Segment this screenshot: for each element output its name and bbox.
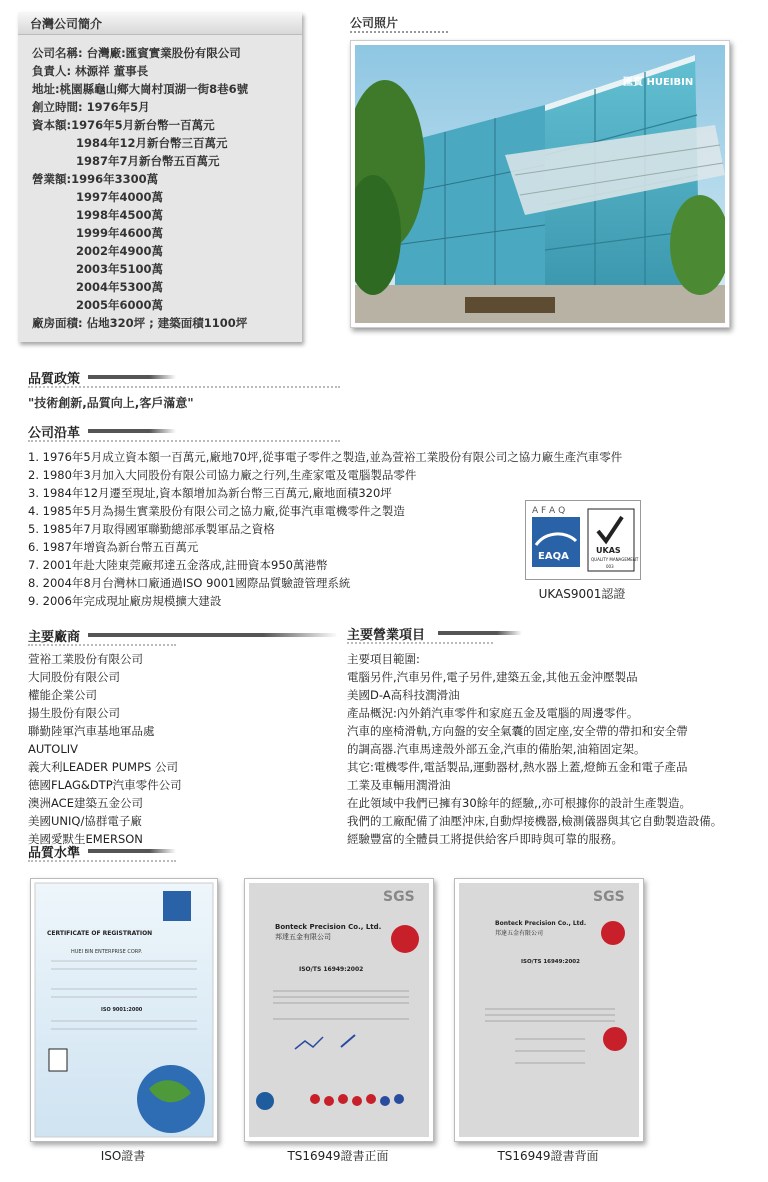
brief-row: 2005年6000萬	[76, 298, 164, 312]
history-item: 4. 1985年5月為揚生實業股份有限公司之協力廠,從事汽車電機零件之製造	[28, 504, 405, 518]
customers-title: 主要廠商	[28, 630, 81, 645]
history-item: 7. 2001年赴大陸東莞廠邦達五金落成,註冊資本950萬港幣	[28, 558, 328, 572]
afaq-ukas-mark	[526, 501, 640, 579]
customer-item: 權能企業公司	[28, 688, 97, 702]
history-item: 8. 2004年8月台灣林口廠通過ISO 9001國際品質驗證管理系統	[28, 576, 351, 590]
eaqa-text: EAQA	[538, 551, 569, 562]
brief-title: 台灣公司簡介	[30, 17, 103, 31]
ts-back-caption: TS16949證書背面	[497, 1149, 599, 1163]
business-line: 我們的工廠配備了油壓沖床,自動焊接機器,檢測儀器與其它自動製造設備。	[347, 814, 723, 828]
customer-item: 義大利LEADER PUMPS 公司	[28, 760, 178, 774]
ts16949-back-image	[455, 879, 643, 1141]
brief-row: 營業額:1996年3300萬	[32, 172, 159, 186]
business-line: 汽車的座椅滑軌,方向盤的安全氣囊的固定座,安全帶的帶扣和安全帶	[347, 724, 688, 738]
ukas-text: UKAS	[596, 546, 621, 555]
brief-row: 公司名稱: 台灣廠:匯賓實業股份有限公司	[32, 46, 241, 60]
history-title-bar	[88, 429, 176, 433]
history-item: 2. 1980年3月加入大同股份有限公司協力廠之行列,生產家電及電腦製品零件	[28, 468, 417, 482]
history-item: 6. 1987年增資為新台幣五百萬元	[28, 540, 199, 554]
sgs-logo-text: SGS	[383, 889, 415, 905]
iso-cert-caption: ISO證書	[100, 1149, 146, 1163]
customer-item: 美國UNIQ/協群電子廠	[28, 814, 142, 828]
business-line: 在此領域中我們已擁有30餘年的經驗,,亦可根據你的設計生產製造。	[347, 796, 691, 810]
business-line: 產品概況:內外銷汽車零件和家庭五金及電腦的周邊零件。	[347, 706, 639, 720]
ts-front-standard: ISO/TS 16949:2002	[299, 966, 364, 973]
customers-title-bar	[88, 633, 338, 637]
brief-row: 2002年4900萬	[76, 244, 164, 258]
policy-text: "技術創新,品質向上,客戶滿意"	[28, 396, 194, 410]
ts-back-company-cn: 邦達五金有限公司	[495, 930, 544, 937]
history-divider	[28, 440, 340, 442]
iso-cert-standard: ISO 9001:2000	[101, 1007, 143, 1013]
business-line: 工業及車輛用潤滑油	[347, 778, 451, 792]
customer-item: 揚生股份有限公司	[28, 706, 120, 720]
ts16949-front-certificate	[244, 878, 434, 1142]
ts16949-front-image	[245, 879, 433, 1141]
company-brief-panel	[18, 12, 302, 342]
policy-title-bar	[88, 375, 176, 379]
brief-row: 負責人: 林源祥 董事長	[32, 64, 149, 78]
company-building-photo	[355, 45, 725, 323]
customer-item: 德國FLAG&DTP汽車零件公司	[28, 778, 182, 792]
customers-list	[28, 650, 182, 848]
afaq-text: A F A Q	[532, 506, 566, 516]
brief-row: 2004年5300萬	[76, 280, 164, 294]
brief-row: 1984年12月新台幣三百萬元	[76, 136, 228, 150]
customer-item: 聯勤陸軍汽車基地軍品處	[28, 724, 155, 738]
sgs-logo-text: SGS	[593, 889, 625, 905]
quality-title: 品質水準	[28, 846, 81, 861]
business-line: 主要項目範圍:	[347, 652, 420, 666]
business-line: 電腦另件,汽車另件,電子另件,建築五金,其他五金沖壓製品	[347, 670, 638, 684]
brief-row: 創立時間: 1976年5月	[32, 100, 150, 114]
history-title: 公司沿革	[28, 426, 81, 441]
business-list	[347, 650, 722, 848]
history-item: 3. 1984年12月遷至現址,資本額增加為新台幣三百萬元,廠地面積320坪	[28, 486, 392, 500]
iso-cert-heading: CERTIFICATE OF REGISTRATION	[47, 930, 153, 937]
iso-certificate-image	[31, 879, 217, 1141]
customers-divider	[28, 644, 176, 646]
business-title: 主要營業項目	[347, 628, 426, 643]
customer-item: AUTOLIV	[28, 742, 79, 756]
brief-row: 1997年4000萬	[76, 190, 164, 204]
quality-divider	[28, 860, 176, 862]
business-line: 其它:電機零件,電話製品,運動器材,熱水器上蓋,燈飾五金和電子產品	[347, 760, 688, 774]
policy-divider	[28, 386, 340, 388]
customer-item: 萱裕工業股份有限公司	[28, 652, 143, 666]
ukas-logo	[525, 500, 641, 580]
business-divider	[347, 642, 493, 644]
brief-row: 資本額:1976年5月新台幣一百萬元	[32, 118, 215, 132]
photo-title: 公司照片	[350, 16, 399, 30]
photo-title-divider	[350, 31, 448, 33]
ts-front-company: Bonteck Precision Co., Ltd.	[275, 923, 382, 931]
business-line: 的調高器.汽車馬達殼外部五金,汽車的備胎架,油箱固定架。	[347, 742, 646, 756]
building-sign: 匯賓 HUEIBIN	[623, 77, 694, 88]
ukas-num: 003	[606, 564, 614, 569]
brief-row: 1987年7月新台幣五百萬元	[76, 154, 220, 168]
customer-item: 大同股份有限公司	[28, 670, 120, 684]
customer-item: 美國愛默生EMERSON	[28, 832, 143, 846]
iso-cert-company: HUEI BIN ENTERPRISE CORP.	[71, 949, 143, 955]
brief-row: 1998年4500萬	[76, 208, 164, 222]
ts-front-caption: TS16949證書正面	[287, 1149, 389, 1163]
brief-rows	[32, 44, 248, 332]
history-item: 1. 1976年5月成立資本額一百萬元,廠地70坪,從事電子零件之製造,並為萱裕工業股份有限公司之協力廠生產汽車零件	[28, 450, 623, 464]
customer-item: 澳洲ACE建築五金公司	[28, 796, 143, 810]
brief-row: 地址:桃園縣龜山鄉大崗村頂湖一街8巷6號	[32, 82, 249, 96]
history-item: 9. 2006年完成現址廠房規模擴大建設	[28, 594, 222, 608]
iso-certificate	[30, 878, 218, 1142]
ukas-sub: QUALITY MANAGEMENT	[591, 557, 639, 562]
brief-tab	[18, 12, 302, 35]
history-item: 5. 1985年7月取得國軍聯勤總部承製軍品之資格	[28, 522, 275, 536]
ts-front-company-cn: 邦達五金有限公司	[275, 933, 331, 941]
brief-row: 2003年5100萬	[76, 262, 164, 276]
brief-row: 1999年4600萬	[76, 226, 164, 240]
policy-title: 品質政策	[28, 372, 81, 387]
brief-row: 廠房面積: 佔地320坪 ; 建築面積1100坪	[32, 316, 248, 330]
business-line: 經驗豐富的全體員工將提供給客戶即時與可靠的服務。	[347, 832, 623, 846]
business-line: 美國D-A高科技潤滑油	[347, 688, 460, 702]
ts-back-company: Bonteck Precision Co., Ltd.	[495, 920, 587, 927]
quality-title-bar	[88, 849, 176, 853]
business-title-bar	[438, 631, 522, 635]
ts-back-standard: ISO/TS 16949:2002	[521, 959, 580, 965]
ukas-caption: UKAS9001認證	[538, 587, 626, 601]
company-photo-frame	[350, 40, 730, 328]
ts16949-back-certificate	[454, 878, 644, 1142]
